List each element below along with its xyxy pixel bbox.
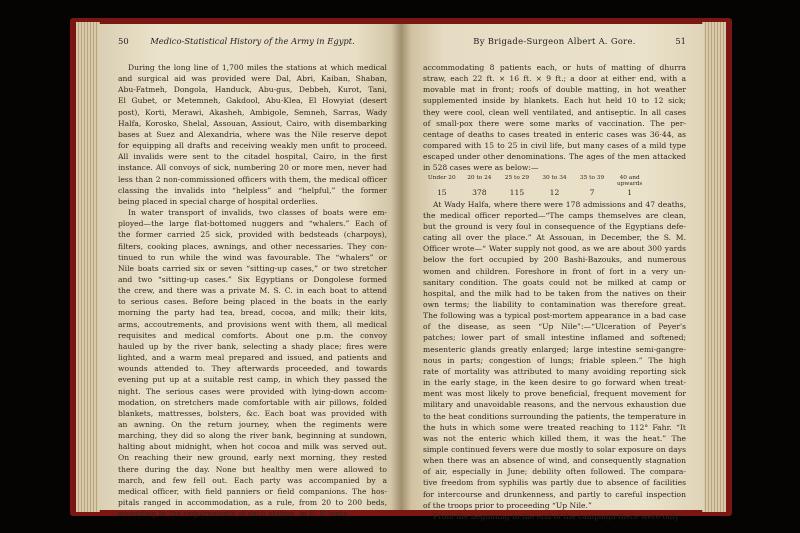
right-page-number: 51	[675, 36, 686, 46]
text-line: for intercourse and drunkenness, and partly to careful inspection	[423, 489, 686, 499]
text-line: less than 2 non-commissioned officers with them, the medical officer	[118, 174, 387, 184]
age-table-values	[423, 188, 686, 197]
page-edges-right	[702, 22, 726, 512]
left-page-header	[118, 36, 387, 50]
text-line: but the ground is very foul in consequence of the Egyptians defe-	[423, 221, 686, 231]
text-line: for equipping all drafts and receiving weakly men unfit to proceed.	[118, 141, 387, 151]
text-line: and two “sitting-up cases.” Six Egyptians or Dongolese formed	[118, 274, 387, 284]
age-value-cell: 1	[627, 187, 633, 197]
text-line: of the troops prior to proceeding “Up Nile.”	[423, 500, 592, 510]
age-header-cell: 25 to 29	[504, 174, 530, 181]
age-header-cell: 35 to 39	[579, 174, 605, 181]
text-line: of small-pox there were some marks of vaccination. The per-	[423, 118, 686, 128]
text-line: was not the enteric which killed them, it was the heat.” The	[423, 433, 686, 443]
left-page-number: 50	[118, 36, 129, 46]
text-line: filters, cooking places, awnings, and other necessaries. They con-	[118, 241, 387, 251]
text-line: rate of mortality was attributed to many avoiding reporting sick	[423, 366, 686, 376]
text-line: march, and few fell out. Each party was accompanied by a	[118, 475, 387, 485]
text-line: in the early stage, in the keen desire to go forward when treat-	[423, 378, 686, 388]
text-line: the former carried 25 sick, provided with bedsteads (charpoys),	[118, 230, 387, 240]
text-line: when there was an absence of wind, and consequently stagnation	[423, 456, 686, 466]
text-line: of air, especially in June; debility often followed. The compara-	[423, 467, 686, 477]
text-line: From the beginning to the end of the campaign there were only	[433, 511, 679, 521]
text-line: to serious cases. Before being placed in the boats in the early	[118, 297, 387, 307]
text-line: supplemented inside by blankets. Each hut held 10 to 12 sick;	[423, 96, 686, 106]
text-line: there during the day. None but healthy men were allowed to	[118, 464, 387, 474]
text-line: and surgical aid was provided were Dal, Abri, Kaiban, Shaban,	[118, 74, 387, 84]
text-line: marching, they did so along the river bank, beginning at sundown,	[118, 431, 387, 441]
text-line: tive freedom from syphilis was partly due to absence of facilities	[423, 478, 686, 488]
text-line: they were cool, clean well ventilated, and antiseptic. In all cases	[423, 107, 686, 117]
text-line: halting about midnight, when hot cocoa and milk was served out.	[118, 442, 387, 452]
text-line: compared with 15 to 25 in civil life, but many cases of a mild type	[423, 141, 686, 151]
text-line: ployed—the large flat-bottomed nuggers and “whalers.” Each of	[118, 219, 387, 229]
book-gutter	[391, 24, 411, 510]
left-running-head: Medico-Statistical History of the Army in Egypt.	[150, 36, 355, 46]
text-line: pitals ranged in accommodation, as a rule, from 20 to 200 beds,	[118, 498, 387, 508]
text-line: in 528 cases were as below:—	[423, 163, 539, 173]
text-line: During the long line of 1,700 miles the stations at which medical	[128, 63, 387, 72]
text-line: Nile boats carried six or seven “sitting-up cases,” or two stretcher	[118, 263, 387, 273]
text-line: the huts in which some were treated reaching to 112° Fahr. “It	[423, 422, 686, 432]
text-line: own terms; the liability to contamination was therefore great.	[423, 299, 686, 309]
right-running-head: By Brigade-Surgeon Albert A. Gore.	[473, 36, 636, 46]
text-line: medical officer, with field panniers or field companions. The hos-	[118, 486, 387, 496]
right-page	[401, 24, 704, 521]
age-header-cell: 20 to 24	[467, 174, 492, 181]
age-value-cell	[648, 188, 686, 197]
left-page-body	[118, 62, 387, 519]
text-line: In water transport of invalids, two classes of boats were em-	[128, 208, 387, 218]
text-line: night. The serious cases were provided with lying-down accom-	[118, 386, 387, 396]
open-book	[70, 18, 732, 521]
text-line: an awning. On the return journey, when the regiments were	[118, 420, 387, 429]
text-line: the medical officer reported—“The camps themselves are clean,	[423, 210, 686, 220]
text-line: modation, on stretchers made comfortable with air pillows, folded	[118, 397, 387, 407]
text-line: below the fort occupied by 200 Bashi-Bazouks, and numerous	[423, 255, 686, 265]
text-line: wounds attended to. They afterwards proceeded, and towards	[118, 364, 387, 374]
text-line: El Gubet, or Metemneh, Gakdool, Abu-Klea, El Howyiat (desert	[118, 96, 387, 106]
page-edges-left	[76, 22, 100, 512]
text-line: the crew, and there was a private M. S. C. in each boat to attend	[118, 286, 387, 296]
text-line: straw, each 22 ft. × 16 ft. × 9 ft.; a door at either end, with a	[423, 74, 686, 84]
text-line: lighted, and a warm meal prepared and issued, and patients and	[118, 353, 387, 363]
text-line: simple continued fevers were due mostly to solar exposure on days	[423, 445, 686, 454]
text-line: tinued to run while the wind was favourable. The “whalers” or	[118, 252, 387, 262]
text-line: blankets, mattresses, bolsters, &c. Each boat was provided with	[118, 408, 387, 418]
text-line: All invalids were sent to the citadel hospital, Cairo, in the first	[118, 152, 387, 162]
text-line: At Wady Halfa, where there were 178 admissions and 47 deaths,	[433, 199, 686, 209]
text-line: Abu-Fatmeh, Dongola, Handuck, Abu-gus, Debbeh, Kurot, Tani,	[118, 85, 387, 95]
text-line: instance. All convoys of sick, numbering 20 or more men, never had	[118, 163, 387, 173]
age-value-cell: 15	[436, 187, 447, 197]
right-page-header	[423, 36, 686, 50]
text-line: Halfa, Korosko, Shelal, Assouan, Assiout, Cairo, with disembarking	[118, 118, 387, 128]
text-line: sanitary condition. The goats could not be milked at camp or	[423, 277, 686, 287]
text-line: bases at Suez and Alexandria, where was the Nile reserve depot	[118, 129, 387, 139]
age-value-cell: 12	[549, 187, 560, 197]
text-line: mesenteric glands greatly enlarged; large intestine semi-gangre-	[423, 344, 686, 354]
text-line: Officer wrote—“ Water supply not good, as we are about 300 yards	[423, 244, 686, 254]
age-table-header	[423, 175, 686, 187]
text-line: ment was most likely to prove beneficial, frequent movement for	[423, 389, 686, 399]
text-line: requisites and medical comforts. About one p.m. the convoy	[118, 330, 387, 340]
text-line: On reaching their new ground, early next morning, they rested	[118, 453, 387, 463]
age-header-cell: 40 and upwards	[616, 174, 643, 187]
right-text-bottom	[423, 199, 686, 523]
text-line: escaped under other denominations. The ages of the men attacked	[423, 152, 686, 162]
right-page-body	[423, 62, 686, 521]
left-page	[98, 24, 401, 519]
text-line: patches; lower part of small intestine inflamed and softened;	[423, 333, 686, 343]
text-line: nous in parts; congestion of lungs; friable spleen.” The high	[423, 355, 686, 365]
text-line: of the disease, as seen “Up Nile”:—“Ulceration of Peyer's	[423, 322, 686, 332]
text-line: women and children. Foreshore in front of fort in a very un-	[423, 266, 686, 276]
age-header-cell: 30 to 34	[542, 174, 567, 181]
text-line: being placed in special charge of hospital orderlies.	[118, 196, 318, 206]
text-line: classing the invalids into “helpless” and “helpful,” the former	[118, 185, 387, 195]
text-line: to the heat conditions surrounding the patients, the temperature in	[423, 411, 686, 421]
text-line: centage of deaths to cases treated in enteric cases was 36·44, as	[423, 129, 686, 139]
text-line: military and unavoidable reasons, and the nervous exhaustion due	[423, 400, 686, 410]
text-line: hospital, and the milk had to be taken from the natives on their	[423, 288, 686, 298]
text-line: cating all over the place.” At Assouan, in December, the S. M.	[423, 233, 686, 243]
text-line: movable mat in front; roofs of double matting, in hot weather	[423, 85, 686, 95]
text-line: hauled up by the river bank, selecting a shady place; fires were	[118, 341, 387, 351]
age-value-cell: 115	[509, 187, 525, 197]
text-line: evening put up at a suitable rest camp, in which they passed the	[118, 375, 387, 385]
age-value-cell: 7	[589, 187, 595, 197]
right-text-top	[423, 62, 686, 174]
text-line: accommodating 8 patients each, or huts of matting of dhurra	[423, 63, 686, 72]
age-header-cell	[648, 175, 686, 187]
text-line: post), Korti, Merawi, Akasheh, Ambigole, Semneh, Sarras, Wady	[118, 107, 387, 117]
text-line: morning the party had tea, bread, cocoa, and milk; their kits,	[118, 308, 387, 318]
text-line: according to the requirements of each station, in E. P. tents,	[118, 509, 350, 519]
text-line: The following was a typical post-mortem appearance in a bad case	[423, 311, 686, 321]
age-value-cell: 378	[472, 187, 487, 197]
text-line: arms, accoutrements, and provisions went with them, all medical	[118, 319, 387, 329]
age-header-cell: Under 20	[427, 174, 456, 181]
